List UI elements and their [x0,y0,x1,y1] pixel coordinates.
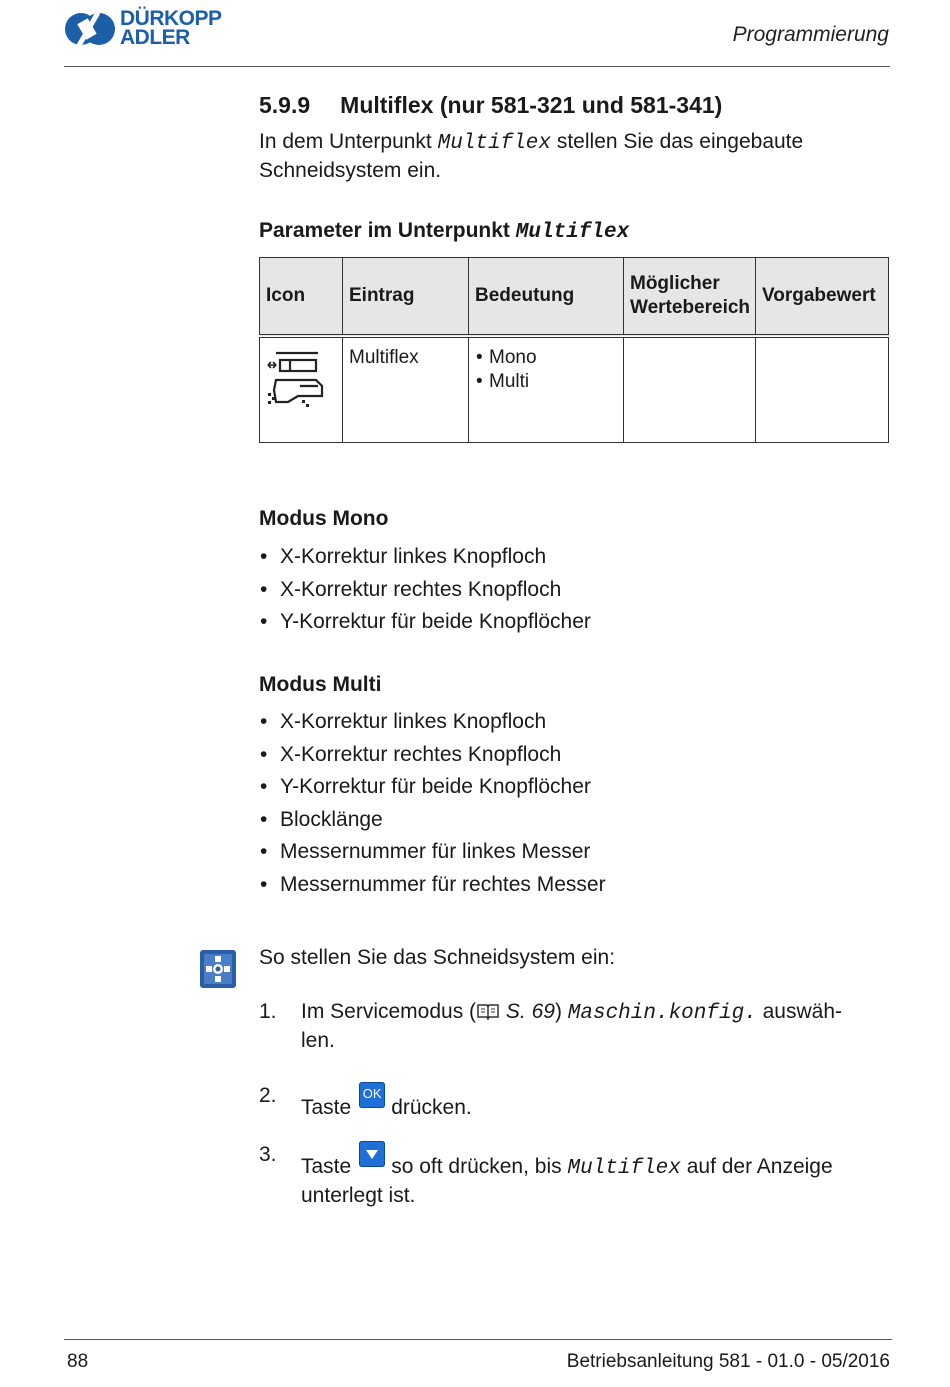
section-number: 5.9.9 [259,92,311,118]
menu-code: Multiflex [567,1157,681,1180]
intro-code: Multiflex [437,132,552,155]
intro-text-a: In dem Unterpunkt [259,130,438,153]
header-section-label: Programmierung [732,23,889,46]
page-reference-link[interactable]: S. 69 [505,1000,555,1023]
intro-text-b: stellen Sie das eingebaute Schneidsystem ein. [259,130,804,182]
list-item: • X-Korrektur linkes Knopfloch [259,541,591,574]
list-item: • X-Korrektur rechtes Knopfloch [259,739,606,772]
mode-mono-title: Modus Mono [259,507,389,530]
footer-divider [64,1339,892,1340]
arrow-down-icon [359,1141,385,1167]
step-number: 2. [259,1084,277,1107]
brand-line-1: DÜRKOPP [120,7,222,30]
params-heading-code: Multiflex [515,221,630,244]
list-item: • Messernummer für linkes Messer [259,836,606,869]
row-default [756,336,889,443]
col-range: Möglicher Wertebereich [624,258,756,337]
params-table-header [260,258,889,337]
col-entry: Eintrag [343,258,469,337]
row-range [624,336,756,443]
multiflex-knife-icon [266,350,324,410]
step-number: 3. [259,1143,277,1166]
params-table [259,257,889,443]
ok-key-button[interactable]: OK [359,1082,385,1108]
mode-multi-list [259,706,606,902]
procedure-intro: So stellen Sie das Schneidsystem ein: [259,946,616,969]
step-text: Taste so oft drücken, bis Multiflex auf der Anzeige unterlegt ist. [301,1141,881,1209]
logo-mark-icon [64,10,116,48]
arrow-down-key-button[interactable] [359,1141,385,1167]
list-item: • X-Korrektur linkes Knopfloch [259,706,606,739]
row-icon-cell [260,336,343,443]
document-reference: Betriebsanleitung 581 - 01.0 - 05/2016 [566,1351,890,1372]
list-item: • Y-Korrektur für beide Knopflöcher [259,606,591,639]
control-panel-icon [200,950,236,988]
brand-logo [64,9,234,49]
page-number: 88 [67,1351,89,1372]
row-meaning [469,336,624,443]
list-item: • Multi [475,370,617,394]
list-item: • Y-Korrektur für beide Knopflöcher [259,771,606,804]
step-text: Taste OK drücken. [301,1082,881,1121]
header-divider [64,66,890,67]
list-item: • Mono [475,346,617,370]
section-title-text: Multiflex (nur 581-321 und 581-341) [340,92,723,118]
step-text: Im Servicemodus ( S. 69) Maschin.konfig. auswäh- len. [301,1000,843,1052]
section-title [259,92,722,119]
mode-mono-list [259,541,591,639]
list-item: • Messernummer für rechtes Messer [259,869,606,902]
table-row [260,336,889,443]
list-item: • X-Korrektur rechtes Knopfloch [259,574,591,607]
section-intro [259,128,869,184]
col-default: Vorgabewert [756,258,889,337]
step-number: 1. [259,1000,277,1023]
list-item: • Blocklänge [259,804,606,837]
row-entry: Multiflex [343,336,469,443]
brand-line-2: ADLER [120,26,190,49]
col-icon: Icon [260,258,343,337]
col-meaning: Bedeutung [469,258,624,337]
book-reference-icon [476,1002,500,1020]
menu-code: Maschin.konfig. [567,1002,757,1025]
mode-multi-title: Modus Multi [259,673,382,696]
params-heading [259,219,629,244]
params-heading-text: Parameter im Unterpunkt [259,219,516,242]
